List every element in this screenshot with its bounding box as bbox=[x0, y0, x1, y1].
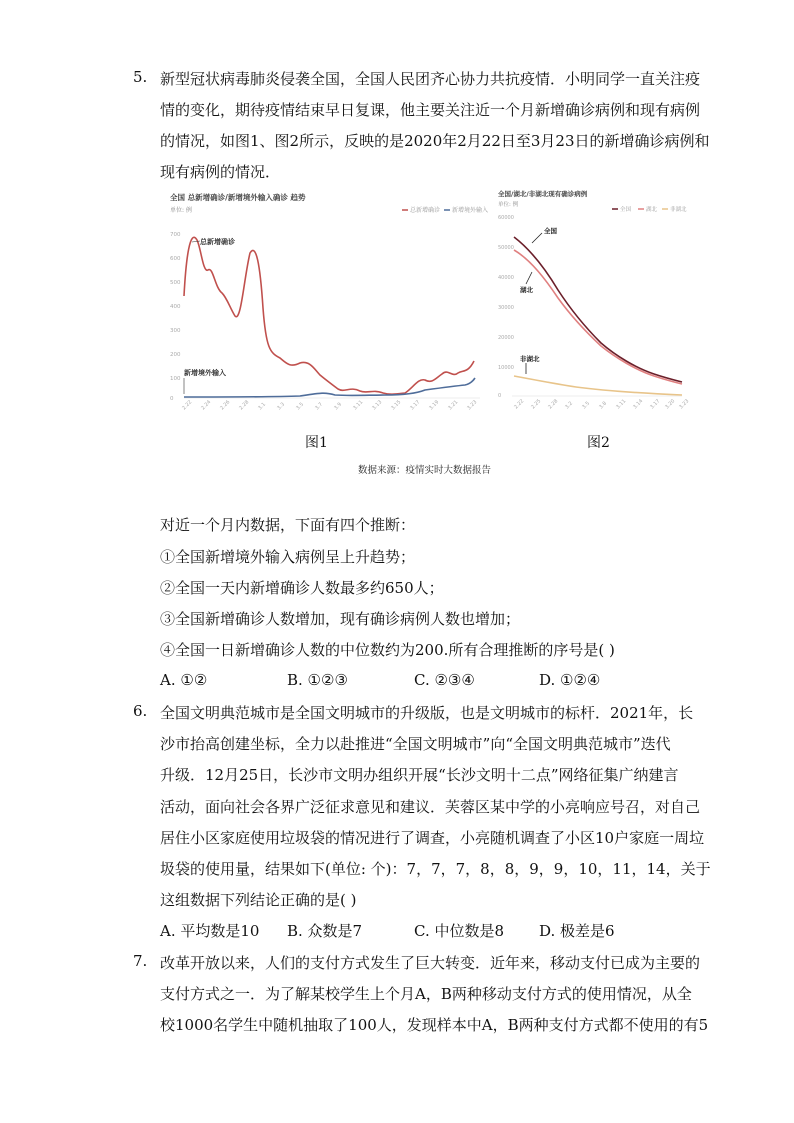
y-axis bbox=[170, 232, 181, 402]
y-tick-label: 60000 bbox=[498, 215, 514, 221]
data-source-note: 数据来源：疫情实时大数据报告 bbox=[358, 465, 492, 476]
figure-1-unit: 单位: 例 bbox=[170, 207, 192, 214]
x-tick-label: 3.5 bbox=[581, 400, 592, 411]
x-tick-label: 3.11 bbox=[615, 398, 628, 411]
question-text-line: 对近一个月内数据，下面有四个推断： bbox=[160, 516, 416, 534]
x-tick-label: 3.13 bbox=[371, 399, 384, 412]
y-tick-label: 20000 bbox=[498, 335, 514, 341]
legend-total: 总新增确诊 bbox=[410, 207, 441, 214]
inference-1: ①全国新增境外输入病例呈上升趋势； bbox=[160, 548, 416, 566]
label-import: 新增境外输入 bbox=[184, 369, 226, 377]
figure-2-title: 全国/湖北/非湖北现有确诊病例 bbox=[498, 190, 588, 198]
x-tick-label: 3.17 bbox=[409, 399, 422, 412]
option-b[interactable]: B. 众数是7 bbox=[287, 922, 363, 940]
option-d[interactable]: D. ①②④ bbox=[539, 671, 601, 689]
question-number: 7. bbox=[133, 952, 148, 970]
legend-import: 新增境外输入 bbox=[452, 207, 489, 214]
option-a[interactable]: A. ①② bbox=[160, 671, 208, 689]
label-hubei: 湖北 bbox=[520, 286, 533, 294]
x-tick-label: 3.14 bbox=[632, 398, 645, 411]
x-tick-label: 2.26 bbox=[219, 399, 232, 412]
x-tick-label: 2.22 bbox=[181, 399, 194, 412]
y-tick-label: 100 bbox=[170, 376, 181, 382]
figure-2-unit: 单位: 例 bbox=[498, 202, 519, 208]
figure-2-chart bbox=[496, 188, 691, 418]
y-tick-label: 10000 bbox=[498, 365, 514, 371]
x-tick-label: 2.28 bbox=[547, 398, 560, 411]
x-tick-label: 3.11 bbox=[352, 399, 365, 412]
x-tick-label: 3.17 bbox=[649, 398, 662, 411]
option-c[interactable]: C. 中位数是8 bbox=[414, 922, 505, 940]
y-tick-label: 400 bbox=[170, 304, 181, 310]
figure-1-title: 全国 总新增确诊/新增境外输入确诊 趋势 bbox=[170, 193, 306, 202]
question-text-line: 全国文明典范城市是全国文明城市的升级版，也是文明城市的标杆．2021年，长 bbox=[160, 704, 694, 722]
question-text-line: 现有病例的情况． bbox=[160, 163, 281, 181]
question-text-line: 校1000名学生中随机抽取了100人，发现样本中A，B两种支付方式都不使用的有5 bbox=[160, 1016, 709, 1034]
x-tick-label: 3.20 bbox=[664, 398, 677, 411]
label-national: 全国 bbox=[544, 227, 557, 235]
option-b[interactable]: B. ①②③ bbox=[287, 671, 348, 689]
figure-1-chart bbox=[170, 188, 489, 418]
y-tick-label: 40000 bbox=[498, 275, 514, 281]
x-tick-label: 3.5 bbox=[295, 401, 306, 412]
series-nonhubei-line bbox=[514, 376, 682, 395]
question-number: 5. bbox=[133, 68, 148, 86]
inference-2: ②全国一天内新增确诊人数最多约650人； bbox=[160, 579, 444, 597]
legend-nonhubei: 非湖北 bbox=[670, 207, 687, 213]
x-tick-label: 2.22 bbox=[513, 398, 526, 411]
figure-2-caption: 图2 bbox=[587, 435, 610, 451]
x-tick-label: 3.21 bbox=[447, 399, 460, 412]
label-leader bbox=[532, 233, 542, 243]
question-text-line: 活动，面向社会各界广泛征求意见和建议．芙蓉区某中学的小亮响应号召，对自己 bbox=[160, 798, 701, 816]
label-nonhubei: 非湖北 bbox=[520, 355, 540, 363]
option-c[interactable]: C. ②③④ bbox=[414, 671, 475, 689]
x-tick-label: 3.8 bbox=[598, 400, 609, 411]
x-tick-label: 3.9 bbox=[333, 401, 344, 412]
x-tick-label: 3.23 bbox=[466, 399, 479, 412]
y-tick-label: 0 bbox=[498, 393, 502, 399]
option-a[interactable]: A. 平均数是10 bbox=[160, 922, 260, 940]
label-total: 总新增确诊 bbox=[200, 238, 235, 246]
label-leader bbox=[192, 241, 200, 242]
legend-hubei: 湖北 bbox=[646, 207, 658, 213]
y-tick-label: 500 bbox=[170, 280, 181, 286]
series-total-line bbox=[184, 237, 474, 394]
x-tick-label: 3.1 bbox=[257, 401, 268, 412]
y-tick-label: 600 bbox=[170, 256, 181, 262]
x-tick-label: 3.15 bbox=[390, 399, 403, 412]
x-tick-label: 2.25 bbox=[530, 398, 543, 411]
y-tick-label: 300 bbox=[170, 328, 181, 334]
question-text-line: 升级．12月25日，长沙市文明办组织开展“长沙文明十二点”网络征集广纳建言 bbox=[160, 766, 679, 784]
x-tick-label: 3.2 bbox=[564, 400, 575, 411]
question-text-line: 改革开放以来，人们的支付方式发生了巨大转变．近年来，移动支付已成为主要的 bbox=[160, 954, 701, 972]
question-text-line: 支付方式之一．为了解某校学生上个月A，B两种移动支付方式的使用情况，从全 bbox=[160, 985, 692, 1003]
x-tick-label: 3.23 bbox=[678, 398, 691, 411]
question-text-line: 居住小区家庭使用垃圾袋的情况进行了调查，小亮随机调查了小区10户家庭一周垃 bbox=[160, 829, 705, 847]
inference-3: ③全国新增确诊人数增加，现有确诊病例人数也增加； bbox=[160, 610, 521, 628]
x-tick-label: 3.7 bbox=[314, 401, 325, 412]
y-axis bbox=[498, 215, 514, 399]
question-text-line: 沙市抬高创建坐标，全力以赴推进“全国文明城市”向“全国文明典范城市”迭代 bbox=[160, 735, 671, 753]
x-axis bbox=[181, 399, 478, 411]
x-tick-label: 2.24 bbox=[200, 399, 213, 412]
y-tick-label: 50000 bbox=[498, 245, 514, 251]
question-text-line: 新型冠状病毒肺炎侵袭全国，全国人民团齐心协力共抗疫情．小明同学一直关注疫 bbox=[160, 70, 701, 88]
question-text-line: 情的变化，期待疫情结束早日复课，他主要关注近一个月新增确诊病例和现有病例 bbox=[160, 101, 701, 119]
question-text-line: 的情况，如图1、图2所示，反映的是2020年2月22日至3月23日的新增确诊病例和 bbox=[160, 132, 710, 150]
series-hubei-line bbox=[514, 250, 682, 384]
x-tick-label: 3.19 bbox=[428, 399, 441, 412]
y-tick-label: 30000 bbox=[498, 305, 514, 311]
question-text-line: 这组数据下列结论正确的是( ) bbox=[160, 891, 357, 909]
legend-national: 全国 bbox=[620, 207, 632, 213]
question-text-line: 圾袋的使用量，结果如下(单位: 个)：7，7，7，8，8，9，9，10，11，14，关于 bbox=[160, 860, 711, 878]
x-axis bbox=[513, 398, 690, 410]
option-d[interactable]: D. 极差是6 bbox=[539, 922, 615, 940]
y-tick-label: 0 bbox=[170, 396, 174, 402]
y-tick-label: 200 bbox=[170, 352, 181, 358]
x-tick-label: 2.28 bbox=[238, 399, 251, 412]
question-number: 6. bbox=[133, 702, 148, 720]
x-tick-label: 3.3 bbox=[276, 401, 287, 412]
inference-4: ④全国一日新增确诊人数的中位数约为200.所有合理推断的序号是( ) bbox=[160, 641, 615, 659]
figure-1-caption: 图1 bbox=[305, 435, 328, 451]
y-tick-label: 700 bbox=[170, 232, 181, 238]
label-leader bbox=[526, 272, 532, 284]
